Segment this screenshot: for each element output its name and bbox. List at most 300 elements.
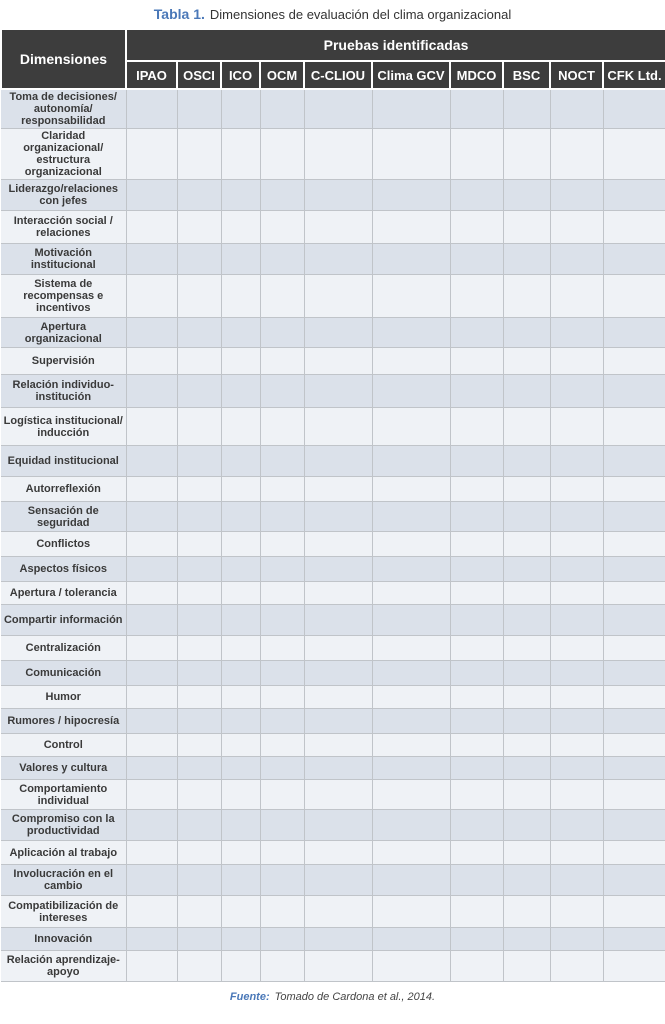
empty-cell xyxy=(450,928,503,951)
table-row xyxy=(1,661,665,686)
empty-cell xyxy=(372,408,450,446)
dimension-label: Comportamiento individual xyxy=(1,780,126,810)
table-row xyxy=(1,244,665,275)
empty-cell xyxy=(372,605,450,636)
empty-cell xyxy=(177,446,221,477)
table-row xyxy=(1,841,665,865)
empty-cell xyxy=(503,244,550,275)
empty-cell xyxy=(304,557,372,582)
column-header: BSC xyxy=(503,61,550,89)
empty-cell xyxy=(550,841,603,865)
empty-cell xyxy=(372,275,450,318)
empty-cell xyxy=(260,841,304,865)
empty-cell xyxy=(177,734,221,757)
empty-cell xyxy=(177,275,221,318)
empty-cell xyxy=(260,89,304,129)
empty-cell xyxy=(177,686,221,709)
empty-cell xyxy=(603,661,665,686)
empty-cell xyxy=(177,896,221,928)
empty-cell xyxy=(177,951,221,982)
empty-cell xyxy=(550,180,603,211)
empty-cell xyxy=(304,865,372,896)
dimension-label: Sensación de seguridad xyxy=(1,502,126,532)
dimension-label: Valores y cultura xyxy=(1,757,126,780)
table-row xyxy=(1,734,665,757)
table-row xyxy=(1,928,665,951)
dimension-label: Involucración en el cambio xyxy=(1,865,126,896)
empty-cell xyxy=(177,841,221,865)
empty-cell xyxy=(126,211,177,244)
empty-cell xyxy=(550,89,603,129)
table-row xyxy=(1,757,665,780)
empty-cell xyxy=(304,810,372,841)
empty-cell xyxy=(260,734,304,757)
empty-cell xyxy=(177,477,221,502)
dimension-label: Conflictos xyxy=(1,532,126,557)
tests-group-header: Pruebas identificadas xyxy=(126,29,665,61)
empty-cell xyxy=(177,928,221,951)
empty-cell xyxy=(372,129,450,180)
empty-cell xyxy=(550,757,603,780)
empty-cell xyxy=(550,557,603,582)
empty-cell xyxy=(260,780,304,810)
empty-cell xyxy=(260,582,304,605)
empty-cell xyxy=(550,244,603,275)
empty-cell xyxy=(221,532,260,557)
empty-cell xyxy=(603,557,665,582)
empty-cell xyxy=(177,865,221,896)
empty-cell xyxy=(304,686,372,709)
empty-cell xyxy=(450,348,503,375)
empty-cell xyxy=(603,928,665,951)
empty-cell xyxy=(503,757,550,780)
empty-cell xyxy=(304,318,372,348)
empty-cell xyxy=(177,605,221,636)
empty-cell xyxy=(304,348,372,375)
empty-cell xyxy=(304,896,372,928)
empty-cell xyxy=(260,605,304,636)
empty-cell xyxy=(126,865,177,896)
empty-cell xyxy=(450,89,503,129)
dimension-label: Innovación xyxy=(1,928,126,951)
dimension-label: Aspectos físicos xyxy=(1,557,126,582)
empty-cell xyxy=(603,810,665,841)
empty-cell xyxy=(503,734,550,757)
empty-cell xyxy=(603,275,665,318)
empty-cell xyxy=(304,375,372,408)
empty-cell xyxy=(550,318,603,348)
empty-cell xyxy=(304,477,372,502)
empty-cell xyxy=(503,502,550,532)
empty-cell xyxy=(372,348,450,375)
dimension-label: Apertura organizacional xyxy=(1,318,126,348)
empty-cell xyxy=(177,757,221,780)
empty-cell xyxy=(450,686,503,709)
table-row xyxy=(1,865,665,896)
dimension-label: Interacción social / relaciones xyxy=(1,211,126,244)
empty-cell xyxy=(503,275,550,318)
empty-cell xyxy=(450,951,503,982)
empty-cell xyxy=(603,89,665,129)
empty-cell xyxy=(221,757,260,780)
dimension-label: Relación individuo-institución xyxy=(1,375,126,408)
empty-cell xyxy=(503,318,550,348)
empty-cell xyxy=(126,734,177,757)
empty-cell xyxy=(221,318,260,348)
empty-cell xyxy=(372,180,450,211)
empty-cell xyxy=(503,408,550,446)
empty-cell xyxy=(126,557,177,582)
dimension-label: Comunicación xyxy=(1,661,126,686)
empty-cell xyxy=(372,810,450,841)
empty-cell xyxy=(450,661,503,686)
empty-cell xyxy=(177,244,221,275)
empty-cell xyxy=(550,582,603,605)
empty-cell xyxy=(304,734,372,757)
empty-cell xyxy=(372,841,450,865)
dimension-label: Control xyxy=(1,734,126,757)
empty-cell xyxy=(550,408,603,446)
empty-cell xyxy=(550,661,603,686)
empty-cell xyxy=(260,951,304,982)
column-header: NOCT xyxy=(550,61,603,89)
empty-cell xyxy=(372,734,450,757)
table-row xyxy=(1,408,665,446)
empty-cell xyxy=(450,757,503,780)
empty-cell xyxy=(177,502,221,532)
empty-cell xyxy=(304,928,372,951)
empty-cell xyxy=(550,928,603,951)
empty-cell xyxy=(126,532,177,557)
empty-cell xyxy=(503,348,550,375)
empty-cell xyxy=(126,810,177,841)
empty-cell xyxy=(126,686,177,709)
empty-cell xyxy=(304,841,372,865)
empty-cell xyxy=(372,582,450,605)
empty-cell xyxy=(126,477,177,502)
empty-cell xyxy=(126,318,177,348)
empty-cell xyxy=(260,129,304,180)
empty-cell xyxy=(450,582,503,605)
empty-cell xyxy=(221,734,260,757)
empty-cell xyxy=(221,928,260,951)
dimension-label: Aplicación al trabajo xyxy=(1,841,126,865)
empty-cell xyxy=(603,757,665,780)
source-text: Tomado de Cardona et al., 2014. xyxy=(274,991,436,1003)
empty-cell xyxy=(550,810,603,841)
empty-cell xyxy=(550,211,603,244)
table-row xyxy=(1,375,665,408)
empty-cell xyxy=(603,211,665,244)
empty-cell xyxy=(304,780,372,810)
empty-cell xyxy=(177,810,221,841)
empty-cell xyxy=(550,375,603,408)
empty-cell xyxy=(372,709,450,734)
empty-cell xyxy=(603,951,665,982)
column-header: MDCO xyxy=(450,61,503,89)
empty-cell xyxy=(503,129,550,180)
empty-cell xyxy=(372,951,450,982)
empty-cell xyxy=(304,275,372,318)
dimension-label: Toma de decisiones/ autonomía/ responsabilidad xyxy=(1,89,126,129)
empty-cell xyxy=(177,532,221,557)
empty-cell xyxy=(450,275,503,318)
empty-cell xyxy=(126,841,177,865)
empty-cell xyxy=(603,129,665,180)
empty-cell xyxy=(503,661,550,686)
empty-cell xyxy=(503,89,550,129)
climate-dimensions-table xyxy=(0,28,665,982)
empty-cell xyxy=(126,502,177,532)
empty-cell xyxy=(450,841,503,865)
empty-cell xyxy=(603,318,665,348)
empty-cell xyxy=(603,477,665,502)
empty-cell xyxy=(260,408,304,446)
empty-cell xyxy=(372,661,450,686)
empty-cell xyxy=(126,244,177,275)
empty-cell xyxy=(603,502,665,532)
empty-cell xyxy=(260,275,304,318)
empty-cell xyxy=(221,502,260,532)
empty-cell xyxy=(550,502,603,532)
empty-cell xyxy=(550,532,603,557)
empty-cell xyxy=(503,951,550,982)
empty-cell xyxy=(221,408,260,446)
source-note xyxy=(0,982,665,1012)
column-header: C-CLIOU xyxy=(304,61,372,89)
empty-cell xyxy=(450,446,503,477)
table-row xyxy=(1,318,665,348)
empty-cell xyxy=(550,686,603,709)
empty-cell xyxy=(603,180,665,211)
empty-cell xyxy=(603,375,665,408)
empty-cell xyxy=(221,709,260,734)
empty-cell xyxy=(503,477,550,502)
empty-cell xyxy=(450,211,503,244)
table-row xyxy=(1,605,665,636)
empty-cell xyxy=(450,532,503,557)
empty-cell xyxy=(260,636,304,661)
empty-cell xyxy=(550,734,603,757)
empty-cell xyxy=(372,686,450,709)
empty-cell xyxy=(126,129,177,180)
empty-cell xyxy=(603,686,665,709)
empty-cell xyxy=(126,375,177,408)
dimension-label: Claridad organizacional/ estructura organizacional xyxy=(1,129,126,180)
table-row xyxy=(1,446,665,477)
empty-cell xyxy=(260,557,304,582)
empty-cell xyxy=(221,661,260,686)
empty-cell xyxy=(450,865,503,896)
table-row xyxy=(1,180,665,211)
empty-cell xyxy=(177,89,221,129)
empty-cell xyxy=(260,686,304,709)
dimension-label: Centralización xyxy=(1,636,126,661)
empty-cell xyxy=(450,180,503,211)
empty-cell xyxy=(260,375,304,408)
empty-cell xyxy=(503,605,550,636)
empty-cell xyxy=(450,477,503,502)
empty-cell xyxy=(372,477,450,502)
empty-cell xyxy=(603,348,665,375)
empty-cell xyxy=(260,318,304,348)
empty-cell xyxy=(221,129,260,180)
table-row xyxy=(1,896,665,928)
dimension-label: Autorreflexión xyxy=(1,477,126,502)
empty-cell xyxy=(503,375,550,408)
empty-cell xyxy=(603,446,665,477)
empty-cell xyxy=(221,557,260,582)
empty-cell xyxy=(221,348,260,375)
empty-cell xyxy=(177,211,221,244)
table-row xyxy=(1,129,665,180)
empty-cell xyxy=(304,502,372,532)
empty-cell xyxy=(260,810,304,841)
empty-cell xyxy=(126,582,177,605)
empty-cell xyxy=(503,709,550,734)
empty-cell xyxy=(177,780,221,810)
empty-cell xyxy=(260,244,304,275)
empty-cell xyxy=(503,446,550,477)
empty-cell xyxy=(304,89,372,129)
empty-cell xyxy=(126,780,177,810)
column-header: CFK Ltd. xyxy=(603,61,665,89)
empty-cell xyxy=(503,865,550,896)
empty-cell xyxy=(450,709,503,734)
dimension-label: Apertura / tolerancia xyxy=(1,582,126,605)
empty-cell xyxy=(372,375,450,408)
empty-cell xyxy=(603,865,665,896)
empty-cell xyxy=(372,928,450,951)
table-row xyxy=(1,348,665,375)
empty-cell xyxy=(260,446,304,477)
empty-cell xyxy=(603,780,665,810)
empty-cell xyxy=(177,348,221,375)
empty-cell xyxy=(603,636,665,661)
empty-cell xyxy=(450,605,503,636)
empty-cell xyxy=(304,244,372,275)
empty-cell xyxy=(221,244,260,275)
dimension-label: Motivación institucional xyxy=(1,244,126,275)
empty-cell xyxy=(260,502,304,532)
empty-cell xyxy=(126,928,177,951)
empty-cell xyxy=(550,605,603,636)
empty-cell xyxy=(550,780,603,810)
empty-cell xyxy=(450,318,503,348)
table-row xyxy=(1,532,665,557)
table-row xyxy=(1,810,665,841)
table-body xyxy=(1,89,665,982)
table-row xyxy=(1,686,665,709)
empty-cell xyxy=(126,89,177,129)
table-row xyxy=(1,502,665,532)
empty-cell xyxy=(221,180,260,211)
empty-cell xyxy=(126,757,177,780)
empty-cell xyxy=(221,211,260,244)
dimension-label: Supervisión xyxy=(1,348,126,375)
empty-cell xyxy=(126,348,177,375)
table-row xyxy=(1,211,665,244)
empty-cell xyxy=(603,841,665,865)
empty-cell xyxy=(304,408,372,446)
empty-cell xyxy=(503,841,550,865)
empty-cell xyxy=(260,348,304,375)
dimension-label: Rumores / hipocresía xyxy=(1,709,126,734)
empty-cell xyxy=(260,865,304,896)
empty-cell xyxy=(372,780,450,810)
empty-cell xyxy=(260,709,304,734)
empty-cell xyxy=(304,709,372,734)
empty-cell xyxy=(304,661,372,686)
empty-cell xyxy=(603,582,665,605)
empty-cell xyxy=(126,275,177,318)
empty-cell xyxy=(603,896,665,928)
table-caption xyxy=(0,0,665,28)
caption-text: Dimensiones de evaluación del clima organizacional xyxy=(209,6,512,22)
empty-cell xyxy=(450,502,503,532)
empty-cell xyxy=(550,129,603,180)
empty-cell xyxy=(603,408,665,446)
table-row xyxy=(1,636,665,661)
empty-cell xyxy=(603,605,665,636)
empty-cell xyxy=(221,636,260,661)
empty-cell xyxy=(126,605,177,636)
empty-cell xyxy=(177,129,221,180)
empty-cell xyxy=(221,951,260,982)
dimension-label: Compromiso con la productividad xyxy=(1,810,126,841)
empty-cell xyxy=(177,375,221,408)
empty-cell xyxy=(304,757,372,780)
empty-cell xyxy=(372,757,450,780)
empty-cell xyxy=(221,375,260,408)
empty-cell xyxy=(450,408,503,446)
empty-cell xyxy=(304,211,372,244)
dimension-label: Sistema de recompensas e incentivos xyxy=(1,275,126,318)
empty-cell xyxy=(260,211,304,244)
dimension-label: Relación aprendizaje-apoyo xyxy=(1,951,126,982)
empty-cell xyxy=(550,896,603,928)
empty-cell xyxy=(550,951,603,982)
empty-cell xyxy=(221,446,260,477)
empty-cell xyxy=(177,709,221,734)
table-row xyxy=(1,951,665,982)
empty-cell xyxy=(372,636,450,661)
empty-cell xyxy=(221,896,260,928)
empty-cell xyxy=(450,810,503,841)
empty-cell xyxy=(126,951,177,982)
empty-cell xyxy=(372,865,450,896)
empty-cell xyxy=(503,896,550,928)
empty-cell xyxy=(372,244,450,275)
table-row xyxy=(1,275,665,318)
empty-cell xyxy=(372,211,450,244)
empty-cell xyxy=(550,446,603,477)
empty-cell xyxy=(221,686,260,709)
empty-cell xyxy=(304,532,372,557)
empty-cell xyxy=(450,557,503,582)
empty-cell xyxy=(503,810,550,841)
empty-cell xyxy=(372,896,450,928)
dimension-label: Liderazgo/relaciones con jefes xyxy=(1,180,126,211)
column-header: OSCI xyxy=(177,61,221,89)
empty-cell xyxy=(221,841,260,865)
empty-cell xyxy=(221,275,260,318)
empty-cell xyxy=(126,661,177,686)
empty-cell xyxy=(260,477,304,502)
table-row xyxy=(1,477,665,502)
empty-cell xyxy=(221,582,260,605)
dimension-label: Logística institucional/ inducción xyxy=(1,408,126,446)
